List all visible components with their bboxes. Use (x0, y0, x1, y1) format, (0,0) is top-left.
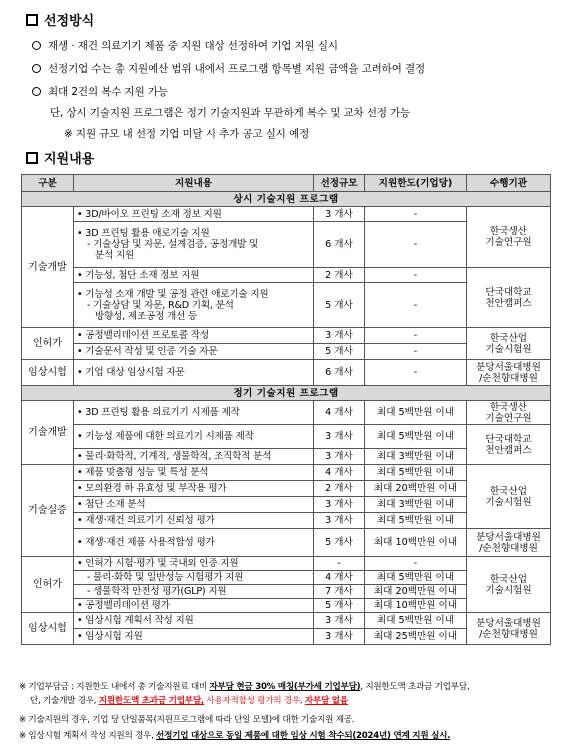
table-cell: 5 개사 (314, 529, 365, 557)
table-cell (74, 207, 314, 222)
table-cell: 3 개사 (314, 328, 365, 344)
cell-text: 단, 기술개발 경우, (30, 696, 99, 706)
table-cell: 2 개사 (314, 481, 365, 497)
footnote-1 (19, 680, 469, 692)
selection-note-1: 단, 상시 기술지원 프로그램은 정기 기술지원과 무관하게 복수 및 교차 선정 가능 (50, 107, 411, 119)
table-row (22, 613, 551, 629)
cell-text: • 모의환경 하 유효성 및 부작용 평가 (77, 483, 227, 494)
cell-text: - 물리·화학 및 일반성능 시험평가 지원 (87, 572, 244, 583)
footnote-1-cont (30, 694, 348, 706)
table-cell: 임상시험 (22, 360, 74, 386)
table-cell: 3 개사 (314, 207, 365, 222)
section-title-selection: 선정방식 (26, 10, 94, 29)
cell-text: - 생물학적 안전성 평가(GLP) 지원 (87, 586, 227, 597)
cell-text: 천안캠퍼스 (485, 297, 532, 309)
cell-text: 한국생산 (489, 226, 528, 237)
cell-text: 분당서울대병원 (476, 531, 541, 543)
table-cell: 4 개사 (314, 401, 365, 425)
table-cell: 3 개사 (314, 513, 365, 529)
table-cell: 최대 5백만원 이내 (365, 401, 467, 425)
cell-text: - 기술상담 및 자문, R&D 기획, 분석 (87, 299, 234, 311)
table-cell (74, 283, 314, 328)
section-title-support: 지원내용 (26, 148, 94, 167)
table-cell: 7 개사 (314, 585, 365, 599)
table-cell (74, 629, 314, 645)
cell-text: • 재생·재건 의료기기 신뢰성 평가 (77, 515, 215, 526)
table-cell (74, 268, 314, 283)
table-cell (467, 425, 551, 465)
table-cell: - (365, 283, 467, 328)
table-divider-standing (22, 192, 551, 207)
table-row (22, 207, 551, 222)
table-cell: 3 개사 (314, 613, 365, 629)
cell-text: 방향성, 제조공정 개선 등 (95, 310, 198, 322)
table-row (22, 328, 551, 344)
table-cell: 기술개발 (22, 401, 74, 465)
table-cell: - (314, 557, 365, 571)
cell-text: • 임상시험 계획서 작성 지원 (77, 615, 194, 626)
table-cell (467, 529, 551, 557)
selection-item-1: 재생 · 재건 의료기기 제품 중 지원 대상 선정하여 기업 지원 실시 (32, 38, 338, 53)
table-cell (467, 557, 551, 613)
table-cell (467, 465, 551, 529)
table-cell: 최대 10백만원 이내 (365, 529, 467, 557)
cell-text: 천안캠퍼스 (485, 444, 532, 456)
table-cell: 최대 5백만원 이내 (365, 513, 467, 529)
table-cell (74, 571, 314, 585)
table-cell: 6 개사 (314, 360, 365, 386)
table-cell: - (365, 328, 467, 344)
cell-text: 기술연구원 (485, 237, 532, 248)
cell-text: ※ 임상시험 계획서 작성 지원의 경우, (19, 731, 157, 741)
cell-text: • 인허가 시험·평가 및 국내외 인증 지원 (77, 558, 239, 569)
cell-text: • 기능성 소재 개발 및 공정 관련 애로기술 지원 (77, 288, 269, 300)
table-cell: 3 개사 (314, 629, 365, 645)
table-cell: 최대 3백만원 이내 (365, 449, 467, 465)
cell-text: • 첨단 소재 분석 (77, 499, 146, 510)
table-cell: 3 개사 (314, 497, 365, 513)
table-cell: 5 개사 (314, 344, 365, 360)
cell-text: 자부담 없음 (304, 696, 348, 706)
table-cell: 임상시험 (22, 613, 74, 645)
table-header: 구분 지원내용 선정규모 지원한도(기업당) 수행기관 (22, 175, 551, 192)
table-cell (74, 328, 314, 344)
table-cell (74, 465, 314, 481)
checkbox-square-icon (26, 152, 38, 164)
cell-text: - 기술상담 및 자문, 설계검증, 공정개발 및 (87, 239, 259, 250)
table-cell: 3 개사 (314, 449, 365, 465)
table-cell: 6 개사 (314, 222, 365, 268)
cell-text: 기술시험원 (485, 343, 532, 355)
table-row (22, 360, 551, 386)
table-cell (74, 585, 314, 599)
table-cell (74, 401, 314, 425)
table-cell (74, 222, 314, 268)
cell-text: • 3D 프린팅 활용 애로기술 지원 (77, 228, 210, 239)
table-cell: 최대 5백만원 이내 (365, 571, 467, 585)
selection-item-2: 선정기업 수는 총 지원예산 범위 내에서 프로그램 항목별 지원 금액을 고려하여 결정 (32, 61, 425, 76)
cell-text: 한국생산 (489, 401, 528, 413)
table-row (22, 425, 551, 449)
table-cell: 5 개사 (314, 283, 365, 328)
cell-text: /순천향대병원 (479, 372, 538, 384)
table-cell (74, 557, 314, 571)
cell-text: 단국대학교 (485, 286, 532, 298)
table-cell: 최대 5백만원 이내 (365, 425, 467, 449)
cell-text: ※ 기업부담금 : 지원한도 내에서 총 기술지원료 대비 (19, 682, 210, 692)
table-cell: 기술개발 (22, 207, 74, 328)
table-cell: 4 개사 (314, 465, 365, 481)
cell-text: • 기능성 제품에 대한 의료기기 시제품 제작 (77, 431, 254, 442)
cell-text: • 기능성, 첨단 소재 정보 지원 (77, 269, 200, 281)
table-cell (74, 613, 314, 629)
table-cell: 2 개사 (314, 268, 365, 283)
cell-text: 한국산업 (489, 573, 528, 585)
cell-text: 한국산업 (489, 485, 528, 497)
cell-text: 기술시험원 (485, 584, 532, 596)
table-divider-regular (22, 386, 551, 401)
table-cell: - (365, 360, 467, 386)
cell-text: 분당서울대병원 (476, 361, 541, 373)
table-cell (74, 497, 314, 513)
table-row (22, 401, 551, 425)
circle-bullet-icon (32, 87, 41, 96)
table-cell (467, 328, 551, 360)
table-cell: - (365, 268, 467, 283)
table-cell: 최대 20백만원 이내 (365, 585, 467, 599)
table-cell: 기술실증 (22, 465, 74, 557)
circle-bullet-icon (32, 64, 41, 73)
table-cell: 상시 기술지원 프로그램 (22, 192, 551, 207)
table-cell (467, 207, 551, 268)
table-cell: - (365, 344, 467, 360)
footnote-3 (19, 729, 450, 741)
table-cell (74, 529, 314, 557)
cell-text: 단국대학교 (485, 433, 532, 445)
cell-text: /순천향대병원 (479, 542, 538, 554)
table-cell: 5 개사 (314, 599, 365, 613)
cell-text: 분석 지원 (95, 250, 135, 261)
cell-text: 사용자적합성 평가의 경우, (203, 696, 305, 706)
table-cell: 인허가 (22, 328, 74, 360)
table-cell (467, 613, 551, 645)
cell-text: • 임상시험 지원 (77, 631, 143, 642)
table-cell: - (365, 557, 467, 571)
table-cell (74, 599, 314, 613)
table-row (22, 268, 551, 283)
cell-text: • 기술문서 작성 및 인증 기술 자문 (77, 346, 218, 357)
table-cell (74, 360, 314, 386)
checkbox-square-icon (26, 14, 38, 26)
table-cell: 4 개사 (314, 571, 365, 585)
cell-text: 지원한도액 초과금 기업부담, (98, 696, 204, 706)
table-row (22, 465, 551, 481)
cell-text: • 3D/바이오 프린팅 소재 정보 지원 (77, 208, 222, 220)
table-cell: 인허가 (22, 557, 74, 613)
cell-text: • 재생·재건 제품 사용적합성 평가 (77, 537, 215, 548)
table-cell (467, 401, 551, 425)
cell-text: 분당서울대병원 (476, 617, 541, 629)
table-cell: 최대 3백만원 이내 (365, 497, 467, 513)
table-cell: 최대 10백만원 이내 (365, 599, 467, 613)
cell-text: • 공정밸리데이션 프로토콜 작성 (77, 330, 209, 341)
selection-note-2: ※ 지원 규모 내 선정 기업 미달 시 추가 공고 실시 예정 (64, 128, 310, 140)
cell-text: , 지원한도액 초과금 기업부담, (360, 682, 470, 692)
table-row (22, 557, 551, 571)
selection-item-3: 최대 2건의 복수 지원 가능 (32, 84, 168, 99)
table-cell (467, 268, 551, 328)
table-cell: - (365, 222, 467, 268)
table-cell: 최대 20백만원 이내 (365, 481, 467, 497)
footnote-2: ※ 기술지원의 경우, 기업 당 단일품목(지원프로그램에 따라 단일 모델)에 대한 기술지원 제공. (19, 715, 355, 725)
table-cell (74, 344, 314, 360)
table-cell: 최대 5백만원 이내 (365, 465, 467, 481)
table-cell (467, 360, 551, 386)
table-cell: 최대 5백만원 이내 (365, 613, 467, 629)
support-table (21, 174, 551, 645)
table-cell (74, 425, 314, 449)
cell-text: • 제품 맞춤형 성능 및 특성 분석 (77, 467, 209, 478)
circle-bullet-icon (32, 41, 41, 50)
cell-text: • 공정밸리데이션 평가 (77, 600, 170, 611)
table-cell: - (365, 207, 467, 222)
cell-text: 자부담 현금 30% 매칭(부가세 기업부담) (209, 682, 361, 692)
table-cell: 3 개사 (314, 425, 365, 449)
cell-text: • 3D 프린팅 활용 의료기기 시제품 제작 (77, 407, 240, 418)
cell-text: 한국산업 (489, 332, 528, 344)
table-cell (74, 481, 314, 497)
table-row (22, 529, 551, 557)
cell-text: 기술연구원 (485, 412, 532, 424)
cell-text: • 물리·화학적, 기계적, 생물학적, 조직학적 분석 (77, 451, 272, 462)
table-cell (74, 449, 314, 465)
table-cell (74, 513, 314, 529)
cell-text: • 기업 대상 임상시험 자문 (77, 367, 185, 378)
table-cell: 최대 25백만원 이내 (365, 629, 467, 645)
cell-text: 기술시험원 (485, 496, 532, 508)
table-cell: 정기 기술지원 프로그램 (22, 386, 551, 401)
cell-text: /순천향대병원 (479, 628, 538, 640)
cell-text: 선정기업 대상으로 동일 제품에 대한 임상 시험 착수되(2024년) 연계 지원 실시. (156, 731, 451, 741)
